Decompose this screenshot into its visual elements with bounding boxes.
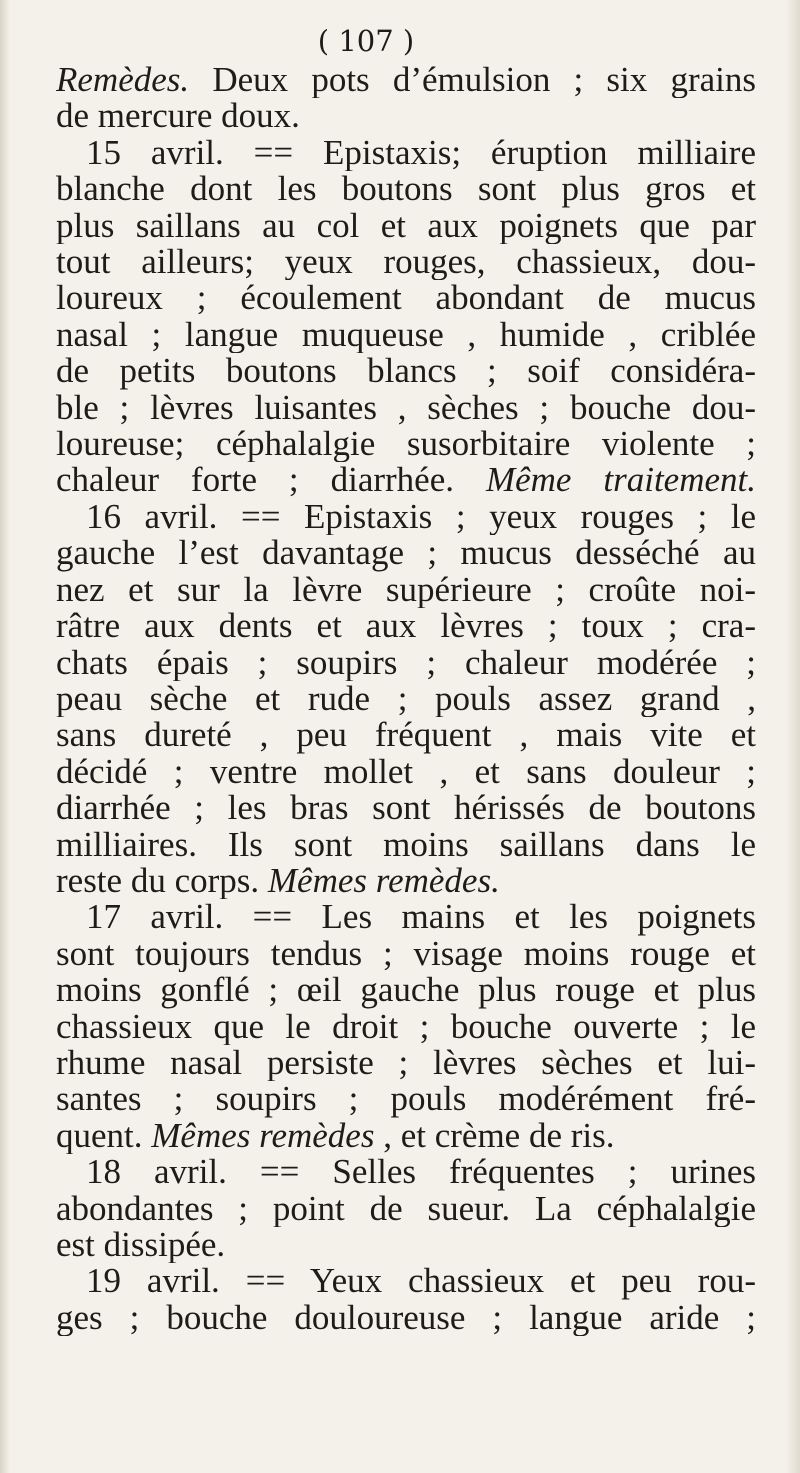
text-segment: santes ; soupirs ; pouls modérément fré- [56,1081,756,1118]
text-line [56,1081,756,1117]
text-line [56,1154,756,1190]
text-line [56,98,756,134]
text-segment: est dissipée. [56,1227,226,1264]
text-segment: 16 avril. == Epistaxis ; yeux rouges ; le [86,498,756,536]
text-line [56,208,756,244]
text-line [56,972,756,1008]
text-segment: 19 avril. == Yeux chassieux et peu rou- [86,1263,756,1300]
book-page [56,22,756,1336]
text-segment: diarrhée ; les bras sont hérissés de boutons [56,790,756,827]
italic-text: Même traitement. [485,462,756,499]
text-segment: décidé ; ventre mollet , et sans douleur ; [56,753,756,791]
text-line [56,244,756,280]
text-line [56,572,756,608]
text-segment: ble ; lèvres luisantes , sèches ; bouche dou- [56,389,756,427]
text-block [56,62,756,1336]
text-line [56,390,756,426]
italic-text: Mêmes remèdes [151,1117,375,1155]
text-segment: sans dureté , peu fréquent , mais vite et [56,717,756,754]
text-line [56,608,756,644]
text-segment: chats épais ; soupirs ; chaleur modérée ; [56,644,756,681]
text-line [56,1263,756,1299]
text-segment: Deux pots d’émulsion ; six grains [189,62,756,99]
text-line [56,171,756,207]
text-line [56,899,756,935]
text-segment: , et crème de ris. [374,1117,615,1155]
page-number: ( 107 ) [317,24,415,58]
text-line [56,754,756,790]
text-line [56,317,756,353]
text-segment: gauche l’est davantage ; mucus desséché au [56,535,756,572]
text-segment: nez et sur la lèvre supérieure ; croûte noi- [56,571,756,609]
text-segment: reste du corps. [56,862,268,900]
text-line [56,535,756,571]
text-segment: quent. [56,1117,152,1155]
text-segment: chaleur forte ; diarrhée. [56,462,486,499]
text-line [56,1191,756,1227]
page-edge-right [786,0,800,1473]
text-line [56,827,756,863]
text-segment: sont toujours tendus ; visage moins rouge et [56,935,756,973]
text-segment: plus saillans au col et aux poignets que par [56,207,756,245]
text-line [56,462,756,498]
text-line [56,1045,756,1081]
text-line [56,1009,756,1045]
text-line [56,936,756,972]
text-segment: abondantes ; point de sueur. La céphalalgie [56,1190,756,1227]
italic-text: Remèdes. [56,62,190,99]
text-line [56,135,756,171]
text-line [56,62,756,98]
text-segment: 15 avril. == Epistaxis; éruption milliaire [86,134,756,172]
text-segment: de mercure doux. [56,98,300,135]
text-segment: 18 avril. == Selles fréquentes ; urines [86,1154,756,1191]
text-line [56,499,756,535]
page-edge-left [0,0,10,1473]
text-line [56,717,756,753]
text-segment: moins gonflé ; œil gauche plus rouge et plus [56,972,756,1009]
text-segment: milliaires. Ils sont moins saillans dans le [56,826,756,863]
text-line [56,1300,756,1336]
text-segment: 17 avril. == Les mains et les poignets [86,899,756,936]
text-segment: chassieux que le droit ; bouche ouverte ; le [56,1008,756,1045]
text-segment: rhume nasal persiste ; lèvres sèches et lui- [56,1044,756,1082]
text-segment: nasal ; langue muqueuse , humide , criblée [56,316,756,354]
text-line [56,863,756,899]
text-segment: loureuse; céphalalgie susorbitaire violente ; [56,426,756,463]
text-line [56,790,756,826]
text-line [56,1227,756,1263]
text-line [56,280,756,316]
text-segment: loureux ; écoulement abondant de mucus [56,280,756,317]
text-segment: de petits boutons blancs ; soif considéra- [56,353,756,390]
text-line [56,645,756,681]
text-line [56,681,756,717]
text-line [56,426,756,462]
italic-text: Mêmes remèdes. [267,862,500,900]
text-segment: râtre aux dents et aux lèvres ; toux ; cra- [56,608,756,645]
text-segment: blanche dont les boutons sont plus gros et [56,171,756,208]
text-line [56,353,756,389]
text-segment: ges ; bouche douloureuse ; langue aride ; [56,1299,756,1337]
text-line [56,1118,756,1154]
text-segment: tout ailleurs; yeux rouges, chassieux, dou- [56,244,756,281]
text-segment: peau sèche et rude ; pouls assez grand , [56,680,756,718]
